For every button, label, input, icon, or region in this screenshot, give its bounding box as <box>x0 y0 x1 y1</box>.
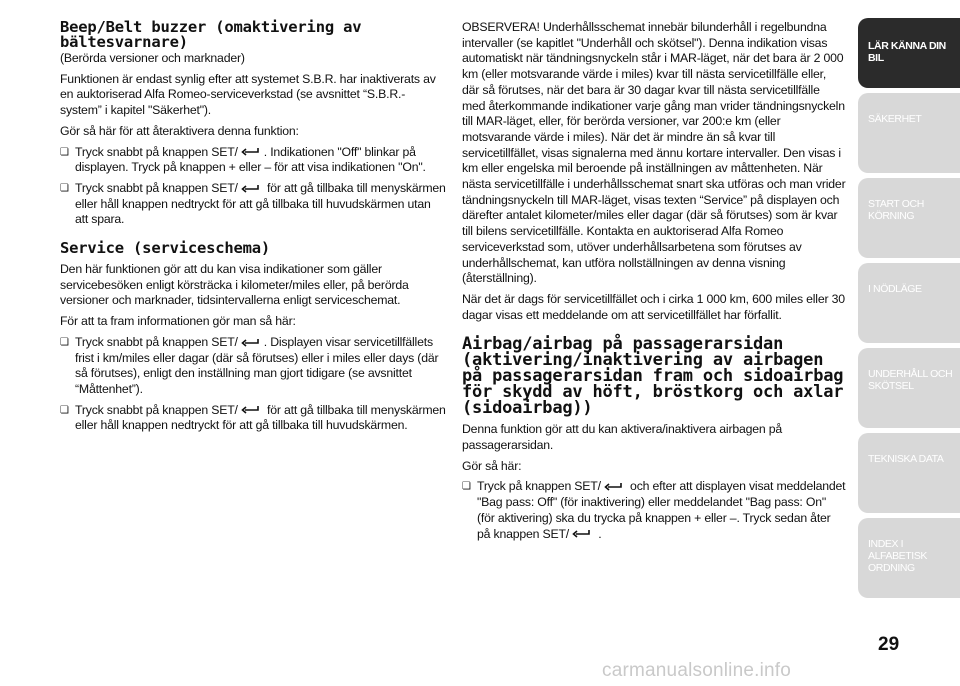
service-list-item-2: ❏ Tryck snabbt på knappen SET/ för att gå tillbaka till menyskärmen eller håll knappen nedtryckt för att gå tillbaka till huvudskärmen. <box>60 403 446 434</box>
chapter-tab-start-och-korning[interactable]: START OCH KÖRNING <box>858 178 960 258</box>
chapter-tab-underhall-och-skotsel[interactable]: UNDERHÅLL OCH SKÖTSEL <box>858 348 960 428</box>
airbag-paragraph-2: Gör så här: <box>462 458 522 473</box>
service-due-paragraph: När det är dags för servicetillfället och i cirka 1 000 km, 600 miles eller 30 dagar visas ett meddelande om att servicetillfället har förfallit. <box>462 291 845 322</box>
enter-arrow-icon <box>240 405 262 415</box>
chapter-sidebar <box>858 18 960 603</box>
chapter-tab-tekniska-data[interactable]: TEKNISKA DATA <box>858 433 960 513</box>
enter-arrow-icon <box>240 338 262 348</box>
page-number: 29 <box>878 634 900 655</box>
airbag-list-item-1: ❏ Tryck på knappen SET/ och efter att displayen visat meddelandet "Bag pass: Off" (för inaktivering) eller meddelandet "Bag pass: On" (för aktivering) ska du trycka på knappen + eller –. Tryck sedan åter på knappen SET/ . <box>462 479 846 542</box>
section-title-airbag: Airbag/airbag på passagerarsidan (aktivering/inaktivering av airbagen på passagerarsidan fram och sidoairbag för skydd av höft, bröstkorg och axlar (sidoairbag)) <box>462 334 844 419</box>
beep-paragraph-1: Funktionen är endast synlig efter att systemet S.B.R. har inaktiverats av en auktoriserad Alfa Romeo-serviceverkstad (se avsnittet “S.B.R.-system” i kapitel "Säkerhet"). <box>60 71 436 118</box>
service-list-item-1: ❏ Tryck snabbt på knappen SET/ . Displayen visar servicetillfällets frist i km/miles eller dagar (där så förutses) eller i miles eller days (där så förutses), enligt den inställning man gjort tidigare (se avsnittet “Måttenhet”). <box>60 335 446 398</box>
beep-list-item-1: ❏ Tryck snabbt på knappen SET/ . Indikationen "Off" blinkar på displayen. Tryck på knappen + eller – för att visa indikationen "On". <box>60 145 446 176</box>
service-paragraph-1: Den här funktionen gör att du kan visa indikationer som gäller servicebesöken enligt körsträcka i kilometer/miles eller, på berörda versioner och marknader, tidsintervallerna enligt serviceschemat. <box>60 262 409 308</box>
section-title-service: Service (serviceschema) <box>60 239 271 258</box>
chapter-tab-i-nodlage[interactable]: I NÖDLÄGE <box>858 263 960 343</box>
airbag-paragraph-1: Denna funktion gör att du kan aktivera/inaktivera airbagen på passagerarsidan. <box>462 422 783 453</box>
left-column <box>60 20 446 439</box>
beep-note: (Berörda versioner och marknader) <box>60 51 245 65</box>
right-column <box>462 20 846 547</box>
watermark: carmanualsonline.info <box>602 660 792 681</box>
service-paragraph-2: För att ta fram informationen gör man så här: <box>60 314 296 329</box>
enter-arrow-icon <box>603 482 625 492</box>
enter-arrow-icon <box>571 529 593 539</box>
chapter-tab-sakerhet[interactable]: SÄKERHET <box>858 93 960 173</box>
enter-arrow-icon <box>240 184 262 194</box>
enter-arrow-icon <box>240 147 262 157</box>
beep-paragraph-2: Gör så här för att återaktivera denna funktion: <box>60 123 299 138</box>
chapter-tab-index[interactable]: INDEX I ALFABETISK ORDNING <box>858 518 960 598</box>
beep-list-item-2: ❏ Tryck snabbt på knappen SET/ för att gå tillbaka till menyskärmen eller håll knappen nedtryckt för att gå tillbaka till huvudskärmen utan att spara. <box>60 181 446 228</box>
observe-paragraph: OBSERVERA! Underhållsschemat innebär bilunderhåll i regelbundna intervaller (se kapitlet "Underhåll och skötsel"). Denna indikation visas automatiskt när tändningsnyckeln står i MAR-läget, när det bara är 2 000 km (eller motsvarande värde i miles) kvar till nästa servicetillfälle eller, där så förutses, när det bara är 30 dagar kvar till nästa servicetillfälle med återkommande indikationer varje gång man vrider tändningsnyckeln till MAR-läget, eller, för berörda versioner, var 200:e km (eller motsvarande värde i miles). När det är mindre än så kvar till servicetillfället, visas signalerna med ännu kortare intervaller. Den visas i km eller engelska mil beroende på inställningen av måttenheten. När nästa servicetillfälle i underhållsschemat snart ska utföras och man vrider tändningsnyckeln till MAR-läget, visas texten “Service” på displayen och därefter antalet kilometer/miles eller dagar (där så förutses) som är kvar till bilens servicetillfälle. Kontakta en auktoriserad Alfa Romeo serviceverkstad som, utöver underhållsarbetena som förutses av underhållschemat, kan utföra nollställningen av denna visning (återställning). <box>462 20 846 286</box>
chapter-tab-lar-kanna-din-bil[interactable]: LÄR KÄNNA DIN BIL <box>858 18 960 88</box>
section-title-beep: Beep/Belt buzzer (omaktivering av bältesvarnare) <box>60 18 362 51</box>
